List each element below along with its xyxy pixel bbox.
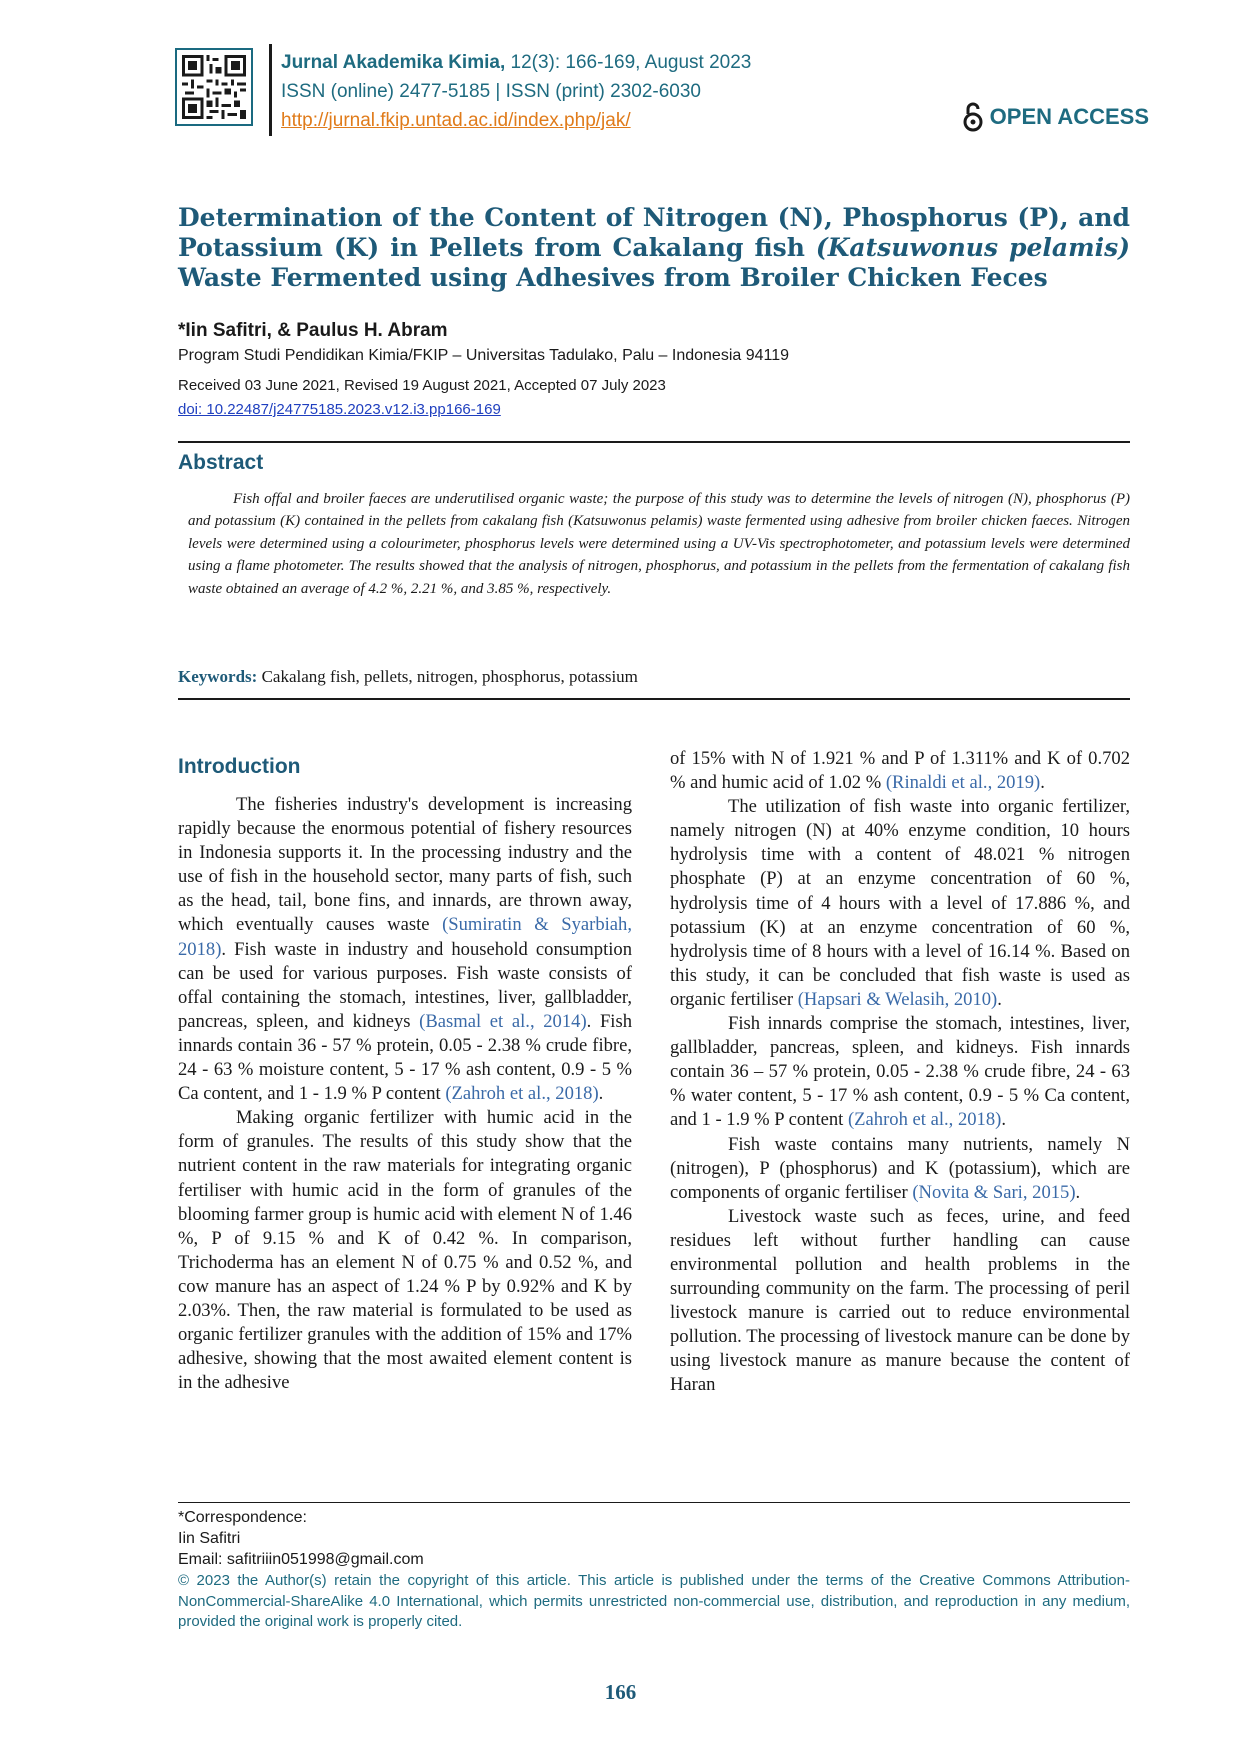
open-access-label: OPEN ACCESS [989, 104, 1149, 129]
journal-info [281, 48, 751, 135]
keywords-list: Cakalang fish, pellets, nitrogen, phosphorus, potassium [257, 667, 638, 686]
doi-link[interactable]: doi: 10.22487/j24775185.2023.v12.i3.pp166-169 [178, 401, 501, 418]
paragraph: The fisheries industry's development is increasing rapidly because the enormous potential of fishery resources in Indonesia supports it. In the processing industry and the use of fish in the household sector, many parts of fish, such as the head, tail, bone fins, and innards, are thrown away, which eventually causes waste (Sumiratin & Syarbiah, 2018). Fish waste in industry and household consumption can be used for various purposes. Fish waste consists of offal containing the stomach, intestines, liver, gallbladder, pancreas, spleen, and kidneys (Basmal et al., 2014). Fish innards contain 36 - 57 % protein, 0.05 - 2.38 % crude fibre, 24 - 63 % moisture content, 5 - 17 % ash content, 0.9 - 5 % Ca content, and 1 - 1.9 % P content (Zahroh et al., 2018). [178, 794, 632, 1105]
title-part: Determination of the Content of Nitrogen (N), Phosphorus (P), and Potassium (K) in Pellets from Cakalang fish [178, 203, 1130, 262]
paragraph: Fish innards comprise the stomach, intestines, liver, gallbladder, pancreas, spleen, and kidneys. Fish innards contain 36 – 57 % protein, 0.05 - 2.38 % crude fibre, 24 - 63 % water content, 5 - 17 % ash content, 0.9 - 5 % Ca content, and 1 - 1.9 % P content (Zahroh et al., 2018). [670, 1013, 1130, 1131]
citation-link[interactable]: (Rinaldi et al., 2019) [885, 772, 1041, 794]
citation-link[interactable]: (Sumiratin & Syarbiah, 2018) [178, 914, 632, 960]
license-text: © 2023 the Author(s) retain the copyright of this article. This article is published under the terms of the Creative Commons Attribution-NonCommercial-ShareAlike 4.0 International, which permits unrestricted non-commercial use, distribution, and reproduction in any medium, provided the original work is properly cited. [178, 1572, 1130, 1630]
paragraph: Fish waste contains many nutrients, namely N (nitrogen), P (phosphorus) and K (potassium), which are components of organic fertiliser (Novita & Sari, 2015). [670, 1133, 1130, 1203]
header-divider [269, 44, 272, 136]
divider [178, 698, 1130, 700]
journal-url-link[interactable]: http://jurnal.fkip.untad.ac.id/index.php/jak/ [281, 110, 631, 131]
abstract-text: Fish offal and broiler faeces are underutilised organic waste; the purpose of this study was to determine the levels of nitrogen (N), phosphorus (P) and potassium (K) contained in the pellets from cakalang fish (Katsuwonus pelamis) waste fermented using adhesive from broiler chicken faeces. Nitrogen levels were determined using a colourimeter, phosphorus levels were determined using a UV-Vis spectrophotometer, and potassium levels were determined using a flame photometer. The results showed that the analysis of nitrogen, phosphorus, and potassium in the pellets from the fermentation of cakalang fish waste obtained an average of 4.2 %, 2.21 %, and 3.85 %, respectively. [188, 491, 1130, 597]
paragraph: Livestock waste such as feces, urine, and feed residues left without further handling can cause environmental pollution and health problems in the surrounding community on the farm. The processing of peril livestock manure is carried out to reduce environmental pollution. The processing of livestock manure can be done by using livestock manure as manure because the content of Haran [670, 1205, 1130, 1396]
keywords [178, 667, 638, 687]
qr-code-icon [175, 48, 253, 126]
open-lock-icon [962, 102, 984, 132]
affiliation: Program Studi Pendidikan Kimia/FKIP – Universitas Tadulako, Palu – Indonesia 94119 [178, 347, 790, 364]
citation-link[interactable]: (Basmal et al., 2014) [419, 1010, 587, 1032]
correspondence-email: Email: safitriiin051998@gmail.com [178, 1551, 424, 1568]
title-part: Waste Fermented using Adhesives from Broiler Chicken Feces [178, 263, 1048, 292]
correspondence-block [178, 1507, 424, 1570]
journal-issue: 12(3): 166-169, August 2023 [505, 52, 752, 73]
authors: *Iin Safitri, & Paulus H. Abram [178, 320, 448, 341]
article-dates: Received 03 June 2021, Revised 19 August 2021, Accepted 07 July 2023 [178, 377, 666, 394]
column-right [670, 747, 1130, 1398]
citation-link[interactable]: (Hapsari & Welasih, 2010) [797, 988, 998, 1010]
paragraph: Making organic fertilizer with humic acid in the form of granules. The results of this study show that the nutrient content in the raw materials for integrating organic fertiliser with humic acid in the form of granules of the blooming farmer group is humic acid with element N of 1.46 %, P of 9.15 % and K of 0.42 %. In comparison, Trichoderma has an element N of 0.75 % and 0.52 %, and cow manure has an aspect of 1.24 % P by 0.92% and K by 2.03%. Then, the raw material is formulated to be used as organic fertilizer granules with the addition of 15% and 17% adhesive, showing that the most awaited element content is in the adhesive [178, 1107, 632, 1394]
article-title [178, 203, 1130, 293]
open-access-badge [962, 102, 1149, 132]
introduction-heading: Introduction [178, 755, 301, 778]
citation-link[interactable]: (Novita & Sari, 2015) [912, 1181, 1076, 1203]
footnote-divider [178, 1502, 1130, 1503]
correspondence-name: Iin Safitri [178, 1530, 241, 1547]
correspondence-label: *Correspondence: [178, 1509, 307, 1526]
citation-link[interactable]: (Zahroh et al., 2018) [847, 1109, 1002, 1131]
page-number: 166 [604, 1680, 637, 1704]
column-left [178, 793, 632, 1395]
paragraph: The utilization of fish waste into organic fertilizer, namely nitrogen (N) at 40% enzyme condition, 10 hours hydrolysis time with a content of 48.021 % nitrogen phosphate (P) at an enzyme concentration of 60 %, hydrolysis time of 4 hours with a level of 17.886 %, and potassium (K) at an enzyme concentration of 60 %, hydrolysis time of 8 hours with a level of 16.14 %. Based on this study, it can be concluded that fish waste is used as organic fertiliser (Hapsari & Welasih, 2010). [670, 796, 1130, 1010]
journal-issn: ISSN (online) 2477-5185 | ISSN (print) 2302-6030 [281, 81, 702, 102]
abstract-heading: Abstract [178, 451, 264, 474]
divider [178, 441, 1130, 443]
citation-link[interactable]: (Zahroh et al., 2018) [445, 1083, 599, 1105]
paragraph: of 15% with N of 1.921 % and P of 1.311% and K of 0.702 % and humic acid of 1.02 % (Rinaldi et al., 2019). [670, 748, 1130, 794]
journal-name: Jurnal Akademika Kimia, [281, 52, 506, 73]
keywords-label: Keywords: [178, 667, 258, 686]
title-species: (Katsuwonus pelamis) [815, 233, 1130, 262]
